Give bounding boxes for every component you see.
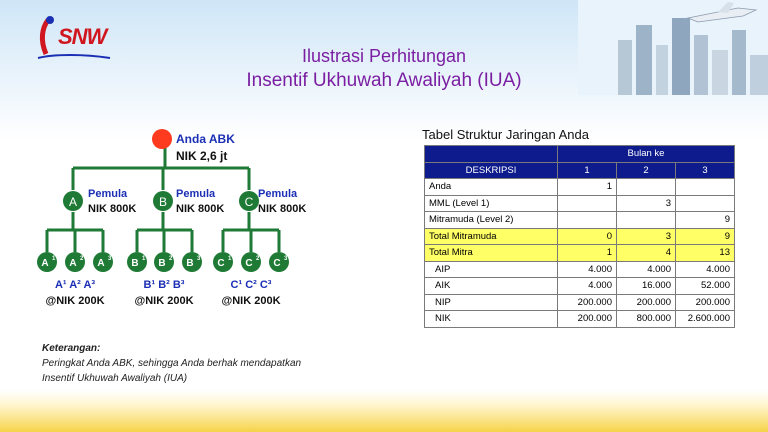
node-role: Pemula [258,188,298,200]
row-label: MML (Level 1) [425,195,558,212]
node-role: Pemula [176,188,216,200]
row-label: NIP [425,294,558,311]
table-row [425,311,735,328]
root-name: Anda ABK [176,132,235,146]
level1-node-c [239,188,306,215]
svg-text:B: B [158,258,166,269]
node-nik: NIK 800K [88,203,137,215]
row-value: 13 [676,245,735,262]
node-nik: NIK 800K [176,203,225,215]
header-desc: DESKRIPSI [425,162,558,179]
group-nik: @NIK 200K [45,295,105,307]
row-value: 4.000 [617,261,676,278]
level2-group-b [127,252,202,307]
row-value [617,179,676,196]
svg-text:1: 1 [52,256,56,262]
row-value: 200.000 [558,311,617,328]
logo-text: SNW [58,24,107,49]
header-month-2: 2 [617,162,676,179]
row-value: 200.000 [617,294,676,311]
svg-text:A: A [69,258,77,269]
row-value: 52.000 [676,278,735,295]
page-title-line1: Ilustrasi Perhitungan [301,46,467,66]
row-value: 4.000 [558,278,617,295]
table-row [425,212,735,229]
group-nik: @NIK 200K [134,295,194,307]
header-corner-cell [425,146,558,163]
svg-text:B: B [186,258,194,269]
row-label: Total Mitramuda [425,228,558,245]
group-caption: C¹ C² C³ [230,279,272,291]
row-value: 3 [617,228,676,245]
svg-text:2: 2 [256,256,260,262]
row-label: Total Mitra [425,245,558,262]
table-title: Tabel Struktur Jaringan Anda [422,127,589,142]
keterangan-heading: Keterangan: [42,343,101,354]
row-value: 16.000 [617,278,676,295]
node-letter: C [244,195,254,209]
table-header-row [425,162,735,179]
group-caption: A¹ A² A³ [54,279,96,291]
network-structure-table [424,145,735,328]
level1-node-a [63,188,136,215]
svg-text:1: 1 [142,256,146,262]
node-role: Pemula [88,188,128,200]
row-value: 4 [617,245,676,262]
node-nik: NIK 800K [258,203,307,215]
row-value: 0 [558,228,617,245]
table-row [425,294,735,311]
row-value [558,212,617,229]
header-month-3: 3 [676,162,735,179]
row-value: 1 [558,179,617,196]
row-value [676,179,735,196]
svg-text:1: 1 [228,256,232,262]
table-header-row [425,146,735,163]
svg-text:B: B [131,258,139,269]
group-caption: B¹ B² B³ [143,279,185,291]
row-value: 4.000 [558,261,617,278]
row-label: NIK [425,311,558,328]
node-letter: A [68,195,78,209]
row-value: 3 [617,195,676,212]
row-value: 9 [676,228,735,245]
table-row-highlight [425,228,735,245]
network-tree-diagram [30,120,390,320]
svg-text:2: 2 [169,256,173,262]
row-label: Anda [425,179,558,196]
group-nik: @NIK 200K [221,295,281,307]
table-row [425,195,735,212]
svg-text:3: 3 [284,256,288,262]
keterangan-text: Insentif Ukhuwah Awaliyah (IUA) [42,373,188,384]
table-row [425,179,735,196]
node-letter: B [158,195,168,209]
level2-group-c [213,252,289,307]
row-value: 200.000 [676,294,735,311]
row-label: AIK [425,278,558,295]
level1-node-b [153,188,224,215]
table-row-highlight [425,245,735,262]
row-value: 1 [558,245,617,262]
row-label: AIP [425,261,558,278]
row-value [676,195,735,212]
svg-text:C: C [245,258,253,269]
header-group-cell: Bulan ke [558,146,735,163]
svg-text:C: C [217,258,225,269]
svg-text:3: 3 [108,256,112,262]
table-row [425,278,735,295]
row-value: 4.000 [676,261,735,278]
svg-text:C: C [273,258,281,269]
row-value: 9 [676,212,735,229]
root-nik: NIK 2,6 jt [176,149,228,163]
page-title-line2: Insentif Ukhuwah Awaliyah (IUA) [246,70,522,91]
row-label: Mitramuda (Level 2) [425,212,558,229]
level2-group-a [37,252,113,307]
svg-text:2: 2 [80,256,84,262]
row-value [617,212,676,229]
row-value: 200.000 [558,294,617,311]
row-value: 2.600.000 [676,311,735,328]
row-value: 800.000 [617,311,676,328]
row-value [558,195,617,212]
header-month-1: 1 [558,162,617,179]
svg-text:A: A [41,258,49,269]
keterangan-text: Peringkat Anda ABK, sehingga Anda berhak mendapatkan [42,358,302,369]
svg-text:A: A [97,258,105,269]
svg-text:3: 3 [197,256,201,262]
table-row [425,261,735,278]
